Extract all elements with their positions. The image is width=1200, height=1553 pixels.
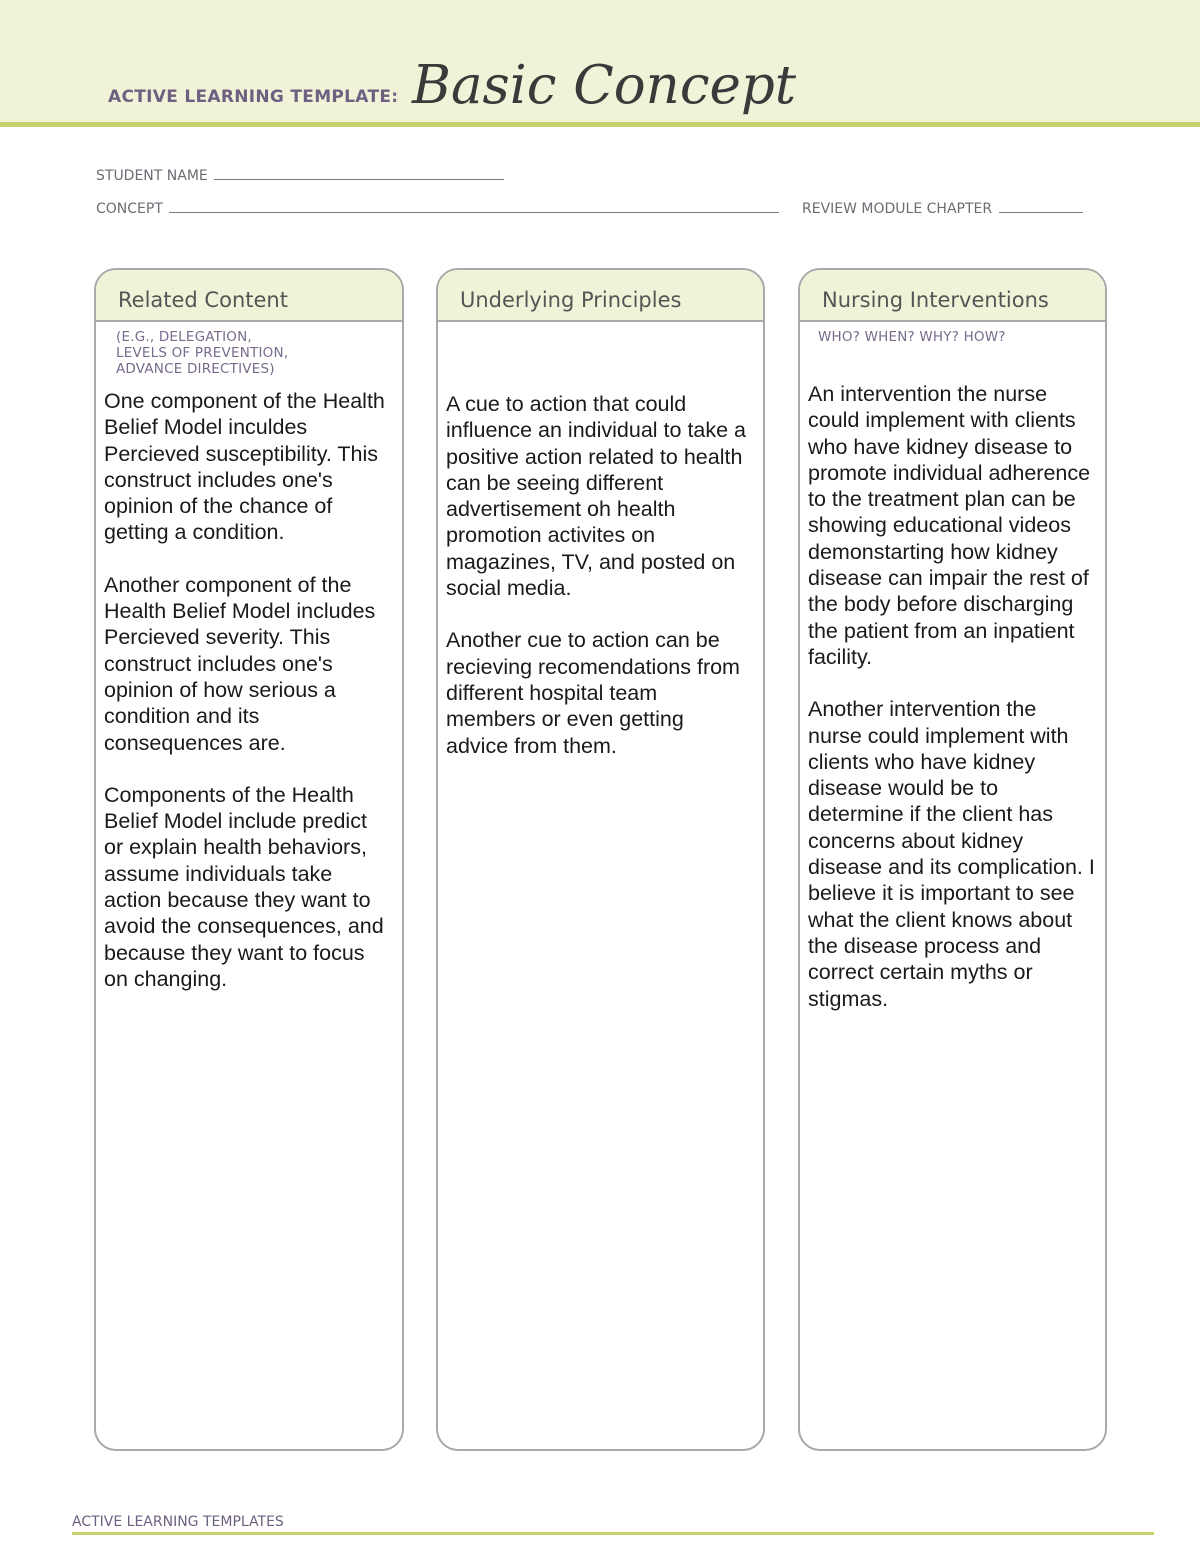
- related-content-subtitle-line: ADVANCE DIRECTIVES): [116, 361, 275, 377]
- underlying-principles-paragraph: A cue to action that could influence an individual to take a positive action related to health can be seeing different advertisement oh health promotion activites on magazines, TV, and posted on social media.: [446, 392, 747, 601]
- related-content-panel: [94, 268, 404, 1451]
- related-content-paragraph: Another component of the Health Belief Model includes Percieved severity. This construct includes one's opinion of how serious a condition and its consequences are.: [104, 572, 376, 755]
- nursing-interventions-panel: [798, 268, 1107, 1451]
- underlying-principles-panel: [436, 268, 765, 1451]
- related-content-header: [96, 270, 402, 322]
- underlying-principles-header: [438, 270, 763, 322]
- footer-rule: [72, 1532, 1154, 1535]
- nursing-interventions-paragraph: Another intervention the nurse could implement with clients who have kidney disease would be to determine if the client has concerns about kidney disease and its complication. I believe it is important to see what the client knows about the disease process and correct certain myths or stigmas.: [808, 697, 1095, 1011]
- concept-field[interactable]: [96, 199, 779, 217]
- concept-label: CONCEPT: [96, 201, 163, 217]
- review-module-line[interactable]: [999, 199, 1083, 213]
- nursing-interventions-title: Nursing Interventions: [822, 288, 1049, 312]
- related-content-paragraph: One component of the Health Belief Model inculdes Percieved susceptibility. This construct includes one's opinion of the chance of getting a condition.: [104, 389, 385, 545]
- template-title: Basic Concept: [412, 55, 797, 116]
- header-rule: [0, 122, 1200, 127]
- related-content-subtitle-line: (E.G., DELEGATION,: [116, 329, 252, 345]
- nursing-interventions-subtitle-line: WHO? WHEN? WHY? HOW?: [818, 329, 1006, 345]
- nursing-interventions-body[interactable]: [800, 345, 1105, 1012]
- underlying-principles-body[interactable]: [438, 322, 763, 759]
- underlying-principles-paragraph: Another cue to action can be recieving recomendations from different hospital team members or even getting advice from them.: [446, 628, 740, 758]
- student-name-line[interactable]: [214, 166, 504, 180]
- template-label: ACTIVE LEARNING TEMPLATE:: [108, 87, 399, 107]
- related-content-body[interactable]: [96, 377, 402, 992]
- review-module-label: REVIEW MODULE CHAPTER: [802, 201, 993, 217]
- related-content-paragraph: Components of the Health Belief Model include predict or explain health behaviors, assume individuals take action because they want to avoid the consequences, and because they want to focus on changing.: [104, 782, 384, 991]
- review-module-field[interactable]: [802, 199, 1083, 217]
- concept-line[interactable]: [169, 199, 779, 213]
- related-content-subtitle: [96, 322, 402, 377]
- nursing-interventions-paragraph: An intervention the nurse could implement with clients who have kidney disease to promote individual adherence to the treatment plan can be showing educational videos demonstarting how kidney disease can impair the rest of the body before discharging the patient from an inpatient facility.: [808, 382, 1091, 669]
- nursing-interventions-subtitle: [800, 322, 1105, 345]
- related-content-subtitle-line: LEVELS OF PREVENTION,: [116, 345, 289, 361]
- underlying-principles-title: Underlying Principles: [460, 288, 682, 312]
- student-name-field[interactable]: [96, 166, 504, 184]
- footer-label: ACTIVE LEARNING TEMPLATES: [72, 1514, 284, 1530]
- related-content-title: Related Content: [118, 288, 288, 312]
- student-name-label: STUDENT NAME: [96, 168, 208, 184]
- nursing-interventions-header: [800, 270, 1105, 322]
